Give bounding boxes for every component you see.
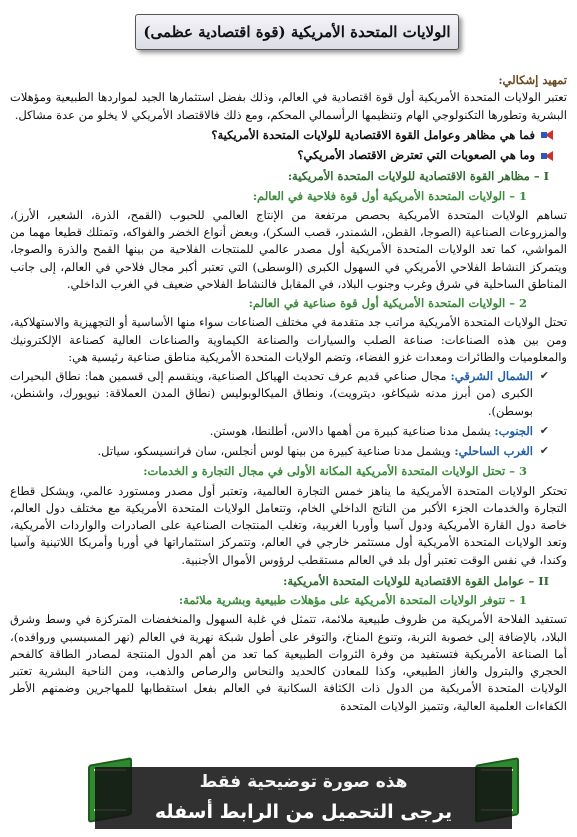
list-item-text: ويشمل مدنا صناعية كبيرة من بينها لوس أنجلس، سان فرانسيسكو، سياتل.	[97, 444, 451, 458]
intro-question-1-text: فما هي مظاهر وعوامل القوة الاقتصادية للولايات المتحدة الأمريكية؟	[211, 127, 535, 142]
intro-question-2-text: وما هي الصعوبات التي تعترض الاقتصاد الأمريكي؟	[297, 148, 535, 162]
list-item-text: يشمل مدنا صناعية كبيرة من أهمها دالاس، أطلنطا، هوستن.	[209, 423, 491, 438]
list-item	[10, 423, 549, 440]
preview-banner[interactable]	[95, 767, 512, 829]
section-1-1-paragraph: تساهم الولايات المتحدة الأمريكية بحصص مرتفعة من الإنتاج العالمي للحبوب (القمح، الذرة، الشعير، الأرز)، والمزروعات الصناعية (الصوجا، القطن، الشمندر، قصب السكر)، وبعض أنواع الخضر والفواكه، وتمتلك قطيعا مهما من المواشي، كما تعد الولايات المتحدة الأمريكية أول مصدر عالمي للمنتجات الفلاحية من بينها القمح والذرة والصوجا، ويتمركز النشاط الفلاحي الأمريكي في السهول الكبرى (الوسطى) التي تعتبر أكبر مجال فلاحي في العالم، إلى جانب المناطق الساحلية في شرق وغرب وجنوب البلاد، في المقابل فالنشاط الفلاحي ضعيف في الغرب الداخلي.	[10, 207, 567, 291]
intro-question-1	[10, 127, 553, 144]
page-title	[135, 14, 459, 50]
section-1-heading: I – مظاهر القوة الاقتصادية للولايات المتحدة الأمريكية:	[287, 169, 549, 184]
section-1-2-paragraph: تحتل الولايات المتحدة الأمريكية مراتب جد متقدمة في مختلف الصناعات سواء منها الأساسية أو التجهيزية والاستهلاكية، ومن بين هذه الصناعات: صناعة الصلب والسيارات والصناعة الكيماوية والصناعات العالية كصناعة الإلكترونيك والمعلوميات والطائرات ومعدات غزو الفضاء، وتضم الولايات المتحدة الأمريكية مناطق صناعية رئيسية هي:	[10, 315, 567, 364]
page-title-text: الولايات المتحدة الأمريكية (قوة اقتصادية عظمى)	[143, 22, 451, 41]
document-page	[10, 0, 567, 837]
section-1-1-heading: 1 – الولايات المتحدة الأمريكية أول قوة فلاحية في العالم:	[252, 188, 527, 203]
intro-question-2	[10, 147, 553, 164]
section-2-1-paragraph: تستفيد الفلاحة الأمريكية من ظروف طبيعية ملائمة، تتمثل في غلبة السهول والمنخفضات المتركزة في وسط وشرق البلاد، بالإضافة إلى خصوبة التربة، وتنوع المناخ، والتوفر على أطول شبكة نهرية في العالم (نهر المسيسبي وروافده)، أما الصناعة الأمريكية فتستفيد من وفرة الثروات الطبيعية كما تعد من أهم الدول المنتجة لمصادر الطاقة كالفحم الحجري والبترول والغاز الطبيعي، وكذا للمعادن كالحديد والنحاس والرصاص والذهب، ومن الناحية البشرية تعتبر الولايات المتحدة الأمريكية من الدول ذات الكثافة السكانية في العالم بفعل استقطابها للمهاجرين وضمنهم الأطر الكفاءات العلمية العالية، وتتميز الولايات المتحدة	[10, 612, 567, 713]
section-2-1-heading: 1 – تتوفر الولايات المتحدة الأمريكية على مؤهلات طبيعية وبشرية ملائمة:	[178, 593, 527, 607]
section-1-3-heading: 3 – تحتل الولايات المتحدة الأمريكية المكانة الأولى في مجال التجارة و الخدمات:	[143, 464, 527, 479]
intro-heading: تمهيد إشكالي:	[498, 73, 567, 87]
list-item-term: الشمال الشرقي:	[450, 369, 533, 383]
checkmark-icon: ✔	[539, 369, 549, 382]
pencil-icon	[541, 150, 553, 162]
banner-line-1: هذه صورة توضيحية فقط	[199, 772, 408, 792]
section-1-3-paragraph: تحتكر الولايات المتحدة الأمريكية ما يناهز خمس التجارة العالمية، وتعتبر أول مصدر ومستورد عالمي، ويشكل قطاع التجارة والخدمات الجزء الأكبر من الناتج الداخلي الخام، وتتعامل الولايات المتحدة الأمريكية مع مختلف دول العالم، خاصة دول القارة الأمريكية ودول آسيا وأوربا الغربية، وتغلب المنتجات الصناعية على الصادرات والواردات الأمريكية، وتعد الولايات المتحدة الأمريكية أول مستثمر خارجي في العالم، وتتمركز استثماراتها في أوربا وأمريكا اللاتينية وآسيا وكندا، في نفس الوقت تعتبر أول بلد في العالم مستقطب لرؤوس الأموال الأجنبية.	[10, 483, 567, 567]
document-body	[10, 72, 567, 715]
intro-paragraph: تعتبر الولايات المتحدة الأمريكية أول قوة اقتصادية في العالم، وذلك بفضل استثمارها الجيد لمواردها الطبيعية ومؤهلات البشرية وتطورها التكنولوجي الهام وتنظيمها الرأسمالي المحكم، ومع ذلك فالاقتصاد الأمريكي لا يخلو من عدة مشاكل.	[10, 90, 567, 122]
checkmark-icon: ✔	[539, 423, 549, 437]
industrial-regions-list	[10, 368, 567, 460]
section-2-heading: II – عوامل القوة الاقتصادية للولايات المتحدة الأمريكية:	[283, 573, 549, 588]
list-item	[10, 368, 549, 420]
list-item-term: الغرب الساحلي:	[454, 444, 533, 458]
list-item	[10, 443, 549, 460]
section-1-2-heading: 2 – الولايات المتحدة الأمريكية أول قوة صناعية في العالم:	[248, 296, 527, 310]
checkmark-icon: ✔	[539, 444, 549, 457]
list-item-term: الجنوب:	[494, 423, 533, 438]
pencil-icon	[541, 129, 553, 141]
banner-line-2: يرجى التحميل من الرابط أسفله	[154, 800, 453, 823]
list-item-text: مجال صناعي قديم عرف تحديث الهياكل الصناعية، وينقسم إلى قسمين هما: نطاق البحيرات الكبرى (من أبرز مدنه شيكاغو، ديترويت)، ونطاق الميكالوبوليس (نطاق المدن العملاقة: نيويورك، واشنطن، بوسطن).	[10, 369, 533, 418]
